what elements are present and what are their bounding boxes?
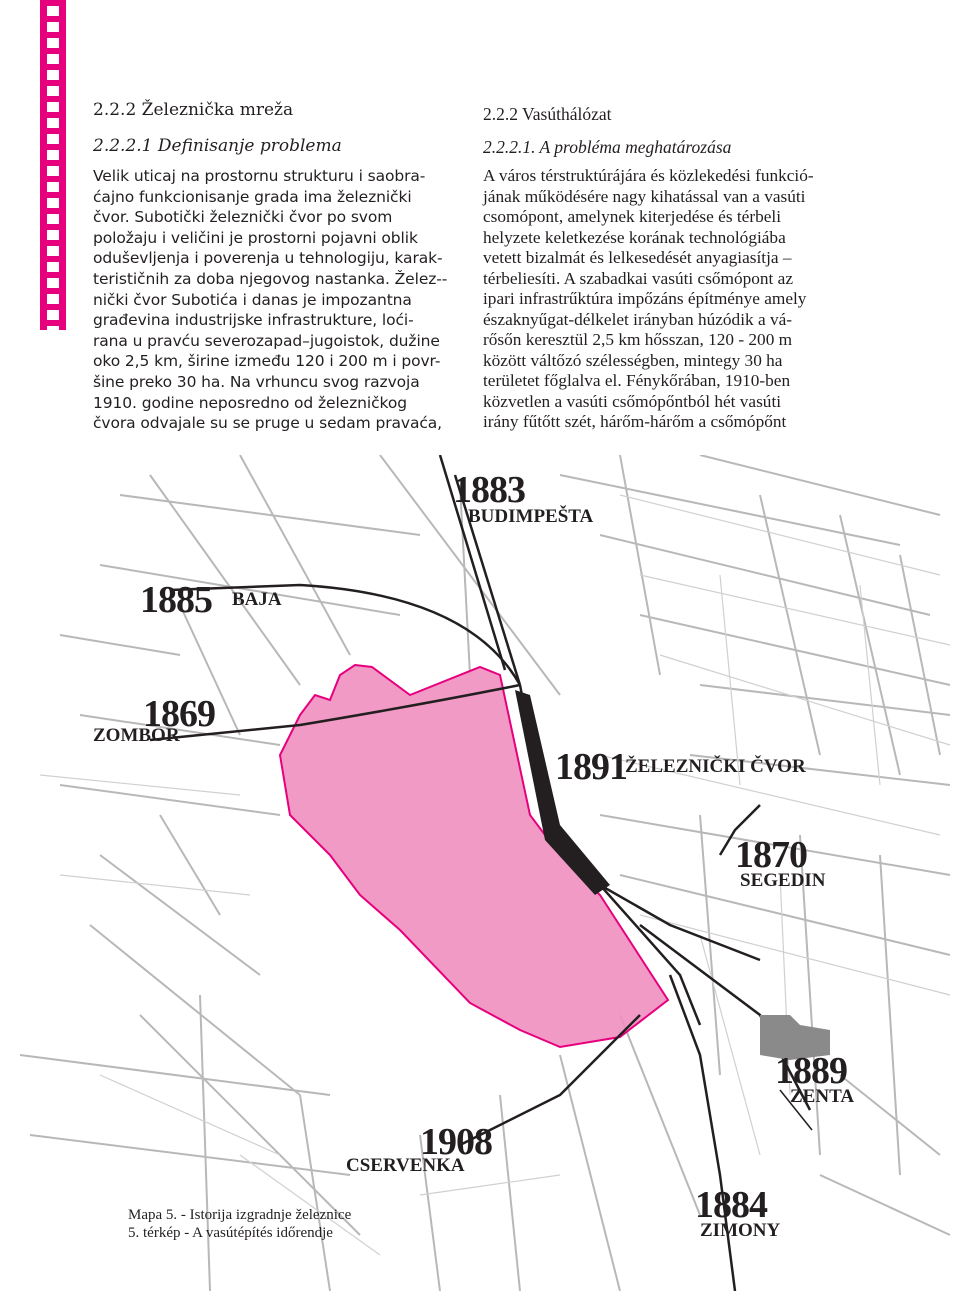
paragraph-line: položaju i veličini je prostorni pojavni oblik: [93, 228, 418, 247]
map-year-baja: 1885: [140, 579, 212, 621]
paragraph-line: jának működésére nagy kihatással van a vasúti: [483, 186, 806, 206]
map-year-zimony: 1884: [695, 1184, 767, 1226]
map-year-zombor: 1869: [143, 693, 215, 735]
paragraph-line: nički čvor Subotića i danas je impozantna: [93, 290, 412, 309]
paragraph-hu: [483, 166, 855, 433]
map-name-cvor: ŽELEZNIČKI ČVOR: [625, 756, 806, 777]
strip-square: [47, 278, 59, 288]
map-year-zenta: 1889: [775, 1050, 847, 1092]
paragraph-line: šine preko 30 ha. Na vrhuncu svog razvoja: [93, 372, 420, 391]
strip-square: [47, 310, 59, 320]
strip-square: [47, 102, 59, 112]
paragraph-sr: [93, 166, 483, 434]
paragraph-line: ipari infrastrűktúra impőzáns építménye amely: [483, 289, 807, 308]
caption-line-sr: Mapa 5. - Istorija izgradnje železnice: [128, 1207, 352, 1223]
strip-square: [47, 246, 59, 256]
paragraph-line: helyzete keletkezése korának technológiába: [483, 227, 786, 247]
map-year-budimpesta: 1883: [453, 469, 525, 511]
strip-square: [47, 214, 59, 224]
paragraph-line: oduševljenja i poverenja u tehnologiju, karak-: [93, 249, 443, 268]
strip-square: [47, 86, 59, 96]
paragraph-line: građevina industrijske infrastrukture, loći-: [93, 311, 414, 330]
strip-square: [47, 230, 59, 240]
strip-square: [47, 134, 59, 144]
paragraph-line: csomópont, amelynek kiterjedése és térbeli: [483, 207, 782, 226]
map-name-zenta: ZENTA: [790, 1086, 855, 1107]
paragraph-line: rana u pravću severozapad–jugoistok, dužine: [93, 331, 440, 350]
strip-square: [47, 294, 59, 304]
strip-square: [47, 6, 59, 16]
strip-square: [47, 182, 59, 192]
paragraph-line: irány fűtőtt szét, hárőm-hárőm a csőmópőnt: [483, 412, 787, 431]
map-name-segedin: SEGEDIN: [740, 870, 826, 891]
paragraph-line: területet főglalva el. Fénykőrában, 1910-ben: [483, 371, 791, 390]
paragraph-line: térbeliesíti. A szabadkai vasúti csőmópont az: [483, 268, 794, 288]
left-column: [93, 100, 483, 434]
map-name-zimony: ZIMONY: [700, 1220, 781, 1241]
strip-square: [47, 262, 59, 272]
strip-square: [47, 22, 59, 32]
paragraph-line: ćajno funkcionisanje grada ima železnički: [93, 187, 412, 206]
subsection-heading-sr: 2.2.2.1 Definisanje problema: [93, 136, 342, 156]
strip-square: [47, 150, 59, 160]
strip-square: [47, 326, 59, 336]
section-heading-sr: 2.2.2 Železnička mreža: [93, 100, 294, 120]
paragraph-line: oko 2,5 km, širine između 120 i 200 m i povr-: [93, 352, 441, 371]
map-year-cservenka: 1908: [420, 1121, 492, 1163]
strip-square: [47, 198, 59, 208]
paragraph-line: terističnih za doba njegovog nastanka. Želez--: [93, 269, 448, 288]
paragraph-line: között váltőzó szélességben, mintegy 30 ha: [483, 350, 783, 370]
paragraph-line: čvor. Subotički železnički čvor po svom: [93, 208, 393, 227]
map-name-cservenka: CSERVENKA: [346, 1155, 465, 1176]
caption-line-hu: 5. térkép - A vasútépítés időrendje: [128, 1225, 333, 1241]
paragraph-line: 1910. godine neposredno od železničkog: [93, 393, 407, 412]
map-name-zombor: ZOMBOR: [93, 725, 180, 746]
decorative-film-strip: [40, 0, 66, 330]
map-name-budimpesta: BUDIMPEŠTA: [468, 506, 594, 527]
paragraph-line: északnyűgat-délkelet irányban húzódik a vá-: [483, 309, 793, 329]
section-heading-hu: 2.2.2 Vasúthálózat: [483, 104, 612, 124]
paragraph-line: rősőn keresztül 2,5 km hősszan, 120 - 200 m: [483, 330, 793, 349]
city-center-highlight: [280, 665, 668, 1047]
map-name-baja: BAJA: [232, 589, 282, 610]
strip-square: [47, 54, 59, 64]
paragraph-line: közvetlen a vasúti csőmópőntból hét vasúti: [483, 391, 782, 411]
map-caption: [128, 1206, 351, 1242]
paragraph-line: A város térstruktúrájára és közlekedési funkció-: [483, 166, 814, 185]
subsection-heading-hu: 2.2.2.1. A probléma meghatározása: [483, 137, 732, 157]
strip-square: [47, 118, 59, 128]
paragraph-line: Velik uticaj na prostornu strukturu i saobra-: [93, 167, 426, 185]
map-year-cvor: 1891: [555, 746, 627, 788]
strip-square: [47, 166, 59, 176]
paragraph-line: čvora odvajale su se pruge u sedam pravaća,: [93, 414, 442, 433]
strip-square: [47, 70, 59, 80]
right-column: [483, 104, 855, 433]
map-year-segedin: 1870: [735, 834, 807, 876]
strip-square: [47, 38, 59, 48]
paragraph-line: vetett bizalmát és lelkesedését anyagiasítja –: [483, 248, 792, 267]
